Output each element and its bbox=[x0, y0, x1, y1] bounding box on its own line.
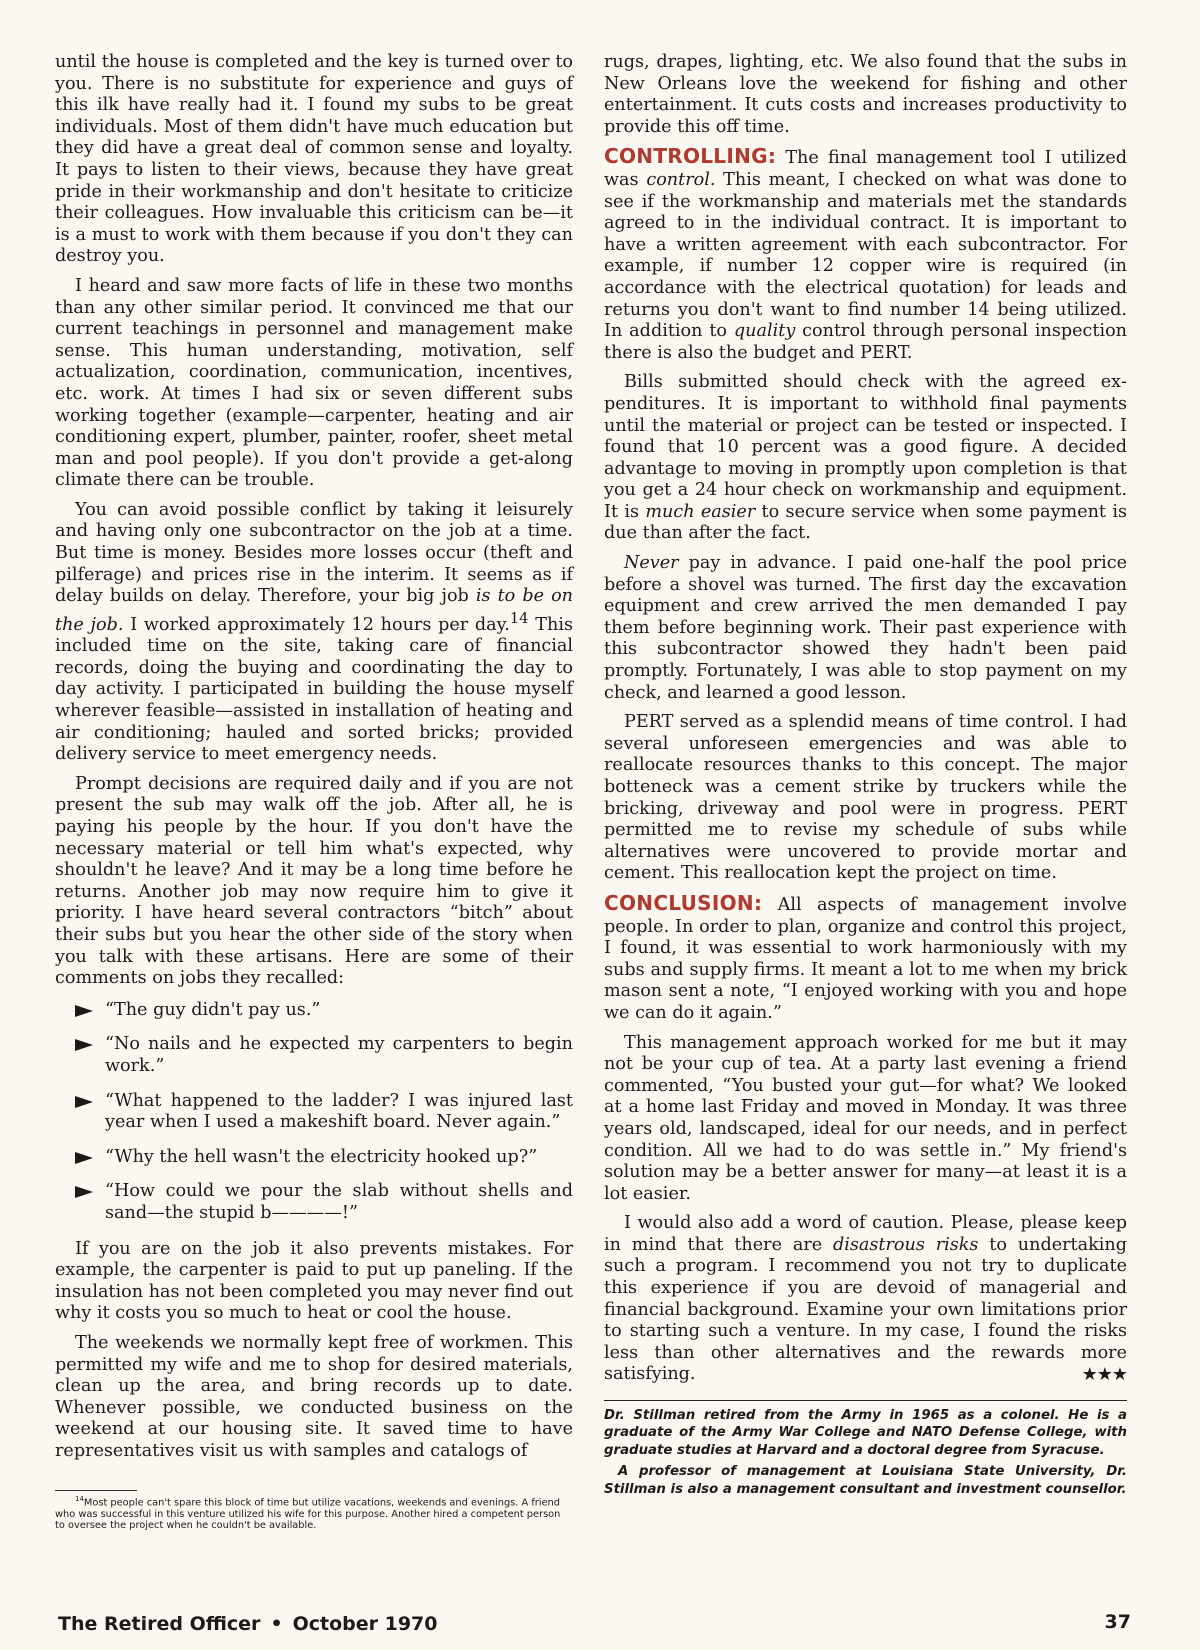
paragraph-text: This included time on the site, taking care of financial records, doing the buying and coordinating the day to day activity. I participated in building the house myself wherever feasible—assisted in installation of heating and air conditioning; hauled and sorted bricks; provided delivery service to meet emergency needs. bbox=[55, 614, 573, 765]
quote-list bbox=[55, 1000, 573, 1225]
paragraph-text: I would also add a word of caution. Please, please keep in mind that there are bbox=[604, 1213, 1127, 1255]
footnote-number: 14 bbox=[75, 1495, 84, 1504]
paragraph-text: You can avoid possible conflict by taking it leisurely and having only one subcontractor on the job at a time. But time is money. Besides more losses occur (theft and pilferage) and prices rise in the interim. It seems as if delay builds on delay. Therefore, your big job bbox=[55, 499, 573, 607]
paragraph bbox=[604, 372, 1127, 545]
section-heading-controlling: CONTROLLING: bbox=[604, 144, 777, 169]
paragraph: PERT served as a splendid means of time control. I had several unforeseen emergencies and was able to reallocate resources thanks to this concept. The major botteneck was a cement strike by truckers while the bricking, driveway and pool were in progress. PERT permitted me to revise my schedule of subs while alternatives were uncovered to provide mortar and cement. This reallocation kept the project on time. bbox=[604, 712, 1127, 884]
quote-text: “How could we pour the slab without shells and sand—the stupid b————!” bbox=[105, 1181, 573, 1223]
page-number: 37 bbox=[1104, 1611, 1131, 1633]
footnote-ref: 14 bbox=[509, 609, 529, 627]
publication-name: The Retired Officer bbox=[58, 1613, 261, 1635]
quote-text: “The guy didn't pay us.” bbox=[105, 999, 321, 1020]
conclusion-section bbox=[604, 890, 1127, 1025]
quote-text: “Why the hell wasn't the electricity hooked up?” bbox=[105, 1146, 538, 1167]
emphasis: Never bbox=[624, 553, 679, 574]
emphasis: disastrous risks bbox=[832, 1234, 979, 1255]
paragraph-text: The final management tool I utilized was bbox=[604, 148, 1127, 190]
paragraph-text: This meant, I checked on what was done to see if the workmanship and materials met the standards agreed to in the individual contract. It is important to have a written agreement with each subcontractor. For example, if number 12 copper wire is required (in accordance with the electrical quotation) for leads and returns you don't want to find number 14 being utilized. In addition to bbox=[604, 169, 1127, 342]
bio-divider bbox=[604, 1400, 1127, 1401]
separator-dot: • bbox=[270, 1613, 283, 1635]
paragraph-text: to undertaking such a program. I recommend you not try to duplicate this experience if you are devoid of managerial and financial background. Examine your own limitations prior to starting such a venture. In my case, I found the risks less than other alternatives and the rewards more satisfying. bbox=[604, 1234, 1127, 1385]
left-column bbox=[55, 52, 573, 1539]
paragraph-text: to secure service when some payment is due than after the fact. bbox=[604, 501, 1127, 544]
paragraph-text: I worked approximately 12 hours per day. bbox=[123, 614, 510, 635]
bullet-arrow-icon bbox=[75, 1186, 93, 1198]
page-footer bbox=[58, 1613, 438, 1635]
issue-date: October 1970 bbox=[292, 1613, 438, 1635]
paragraph: rugs, drapes, lighting, etc. We also found that the subs in New Orleans love the weekend for fishing and other entertainment. It cuts costs and increases productivity to provide this off time. bbox=[604, 52, 1127, 137]
paragraph bbox=[55, 500, 573, 766]
list-item bbox=[55, 1181, 573, 1224]
section-heading-conclusion: CONCLUSION: bbox=[604, 890, 763, 915]
list-item bbox=[55, 1000, 573, 1022]
bullet-arrow-icon bbox=[75, 1096, 93, 1108]
list-item bbox=[55, 1091, 573, 1134]
paragraph-text: control through personal inspection there is also the budget and PERT. bbox=[604, 321, 1127, 363]
paragraph: Prompt decisions are required daily and if you are not present the sub may walk off the job. After all, he is paying his people by the hour. If you don't have the necessary material or tell him what's expected, why shouldn't he leave? And it may be a long time before he returns. Another job may now require him to give it priority. I have heard several contractors “bitch” about their subs but you hear the other side of the story when you talk with these artisans. Here are some of their comments on jobs they recalled: bbox=[55, 773, 573, 989]
footnote bbox=[55, 1494, 573, 1530]
emphasis: control. bbox=[646, 169, 716, 190]
bullet-arrow-icon bbox=[75, 1152, 93, 1164]
emphasis: quality bbox=[733, 321, 796, 342]
list-item bbox=[55, 1034, 573, 1077]
paragraph bbox=[604, 1213, 1127, 1386]
bullet-arrow-icon bbox=[75, 1039, 93, 1051]
paragraph-text: All aspects of management involve people. In order to plan, organize and control this project, I found, it was essential to work harmoniously with my subs and supply firms. It meant a lot to me when my brick mason sent a note, “I enjoyed working with you and hope we can do it again.” bbox=[604, 894, 1127, 1023]
controlling-section bbox=[604, 146, 1127, 364]
paragraph bbox=[604, 553, 1127, 704]
list-item bbox=[55, 1147, 573, 1169]
footnote-text: Most people can't spare this block of time but utilize vacations, weekends and evenings. A friend who was successful in this venture utilized his wife for this purpose. Another hired a competent person to oversee the project when he couldn't be available. bbox=[55, 1497, 561, 1531]
bio-paragraph: A professor of management at Louisiana State University, Dr. Stillman is also a management consultant and investment counsellor. bbox=[604, 1464, 1127, 1497]
right-column bbox=[604, 52, 1127, 1502]
bio-paragraph: Dr. Stillman retired from the Army in 1965 as a colonel. He is a graduate of the Army War College and NATO Defense College, with graduate studies at Harvard and a doctoral degree from Syracuse. bbox=[604, 1408, 1127, 1458]
quote-text: “No nails and he expected my carpenters to begin work.” bbox=[105, 1034, 573, 1076]
emphasis: is to be on the job. bbox=[55, 586, 573, 635]
paragraph-text: Bills submitted should check with the agreed expenditures. It is important to withhold final payments until the material or project can be tested or inspected. I found that 10 percent was a good figure. A decided advantage to moving in promptly upon completion is that you get a 24 hour check on workmanship and equipment. It is bbox=[604, 372, 1127, 522]
paragraph-text: pay in advance. I paid one-half the pool price before a shovel was turned. The first day the excavation equipment and crew arrived the men demanded I pay them before beginning work. Their past experience with this subcontractor showed they hadn't been paid promptly. Fortunately, I was able to stop payment on my check, and learned a good lesson. bbox=[604, 553, 1127, 703]
paragraph: until the house is completed and the key is turned over to you. There is no substitute for experience and guys of this ilk have really had it. I found my subs to be great individuals. Most of them didn't have much education but they did have a great deal of common sense and loyalty. It pays to listen to their views, because they have great pride in their workmanship and don't hesitate to criticize their colleagues. How invaluable this criticism can be—it is a must to work with them because if you don't they can destroy you. bbox=[55, 52, 573, 267]
paragraph: If you are on the job it also prevents mistakes. For example, the carpenter is paid to put up paneling. If the insulation has not been completed you may never find out why it costs you so much to heat or cool the house. bbox=[55, 1238, 573, 1324]
paragraph: I heard and saw more facts of life in these two months than any other similar period. It convinced me that our current teachings in personnel and management make sense. This human understanding, motivation, self actualization, coordination, communication, incentives, etc. work. At times I had six or seven different subs working together (example—carpenter, heating and air conditioning expert, plumber, painter, roofer, sheet metal man and pool people). If you don't provide a get-along climate there can be trouble. bbox=[55, 275, 573, 491]
emphasis: much easier bbox=[645, 501, 756, 522]
quote-text: “What happened to the ladder? I was injured last year when I used a makeshift board. Never again.” bbox=[105, 1090, 573, 1133]
footnote-divider bbox=[55, 1490, 137, 1491]
paragraph: This management approach worked for me but it may not be your cup of tea. At a party last evening a friend commented, “You busted your gut—for what? We looked at a home last Friday and moved in Monday. It was three years old, landscaped, ideal for our needs, and in perfect condition. All we had to do was settle in.” My friend's solution may be a better answer for many—at least it is a lot easier. bbox=[604, 1032, 1127, 1204]
bullet-arrow-icon bbox=[75, 1005, 93, 1017]
end-mark-stars-icon: ★★★ bbox=[1081, 1364, 1127, 1386]
author-bio bbox=[604, 1407, 1127, 1498]
paragraph: The weekends we normally kept free of workmen. This permitted my wife and me to shop for desired materials, clean up the area, and bring records up to date. Whenever possible, we conducted business on the weekend at our housing site. It saved time to have representatives visit us with samples and catalogs of bbox=[55, 1332, 573, 1461]
